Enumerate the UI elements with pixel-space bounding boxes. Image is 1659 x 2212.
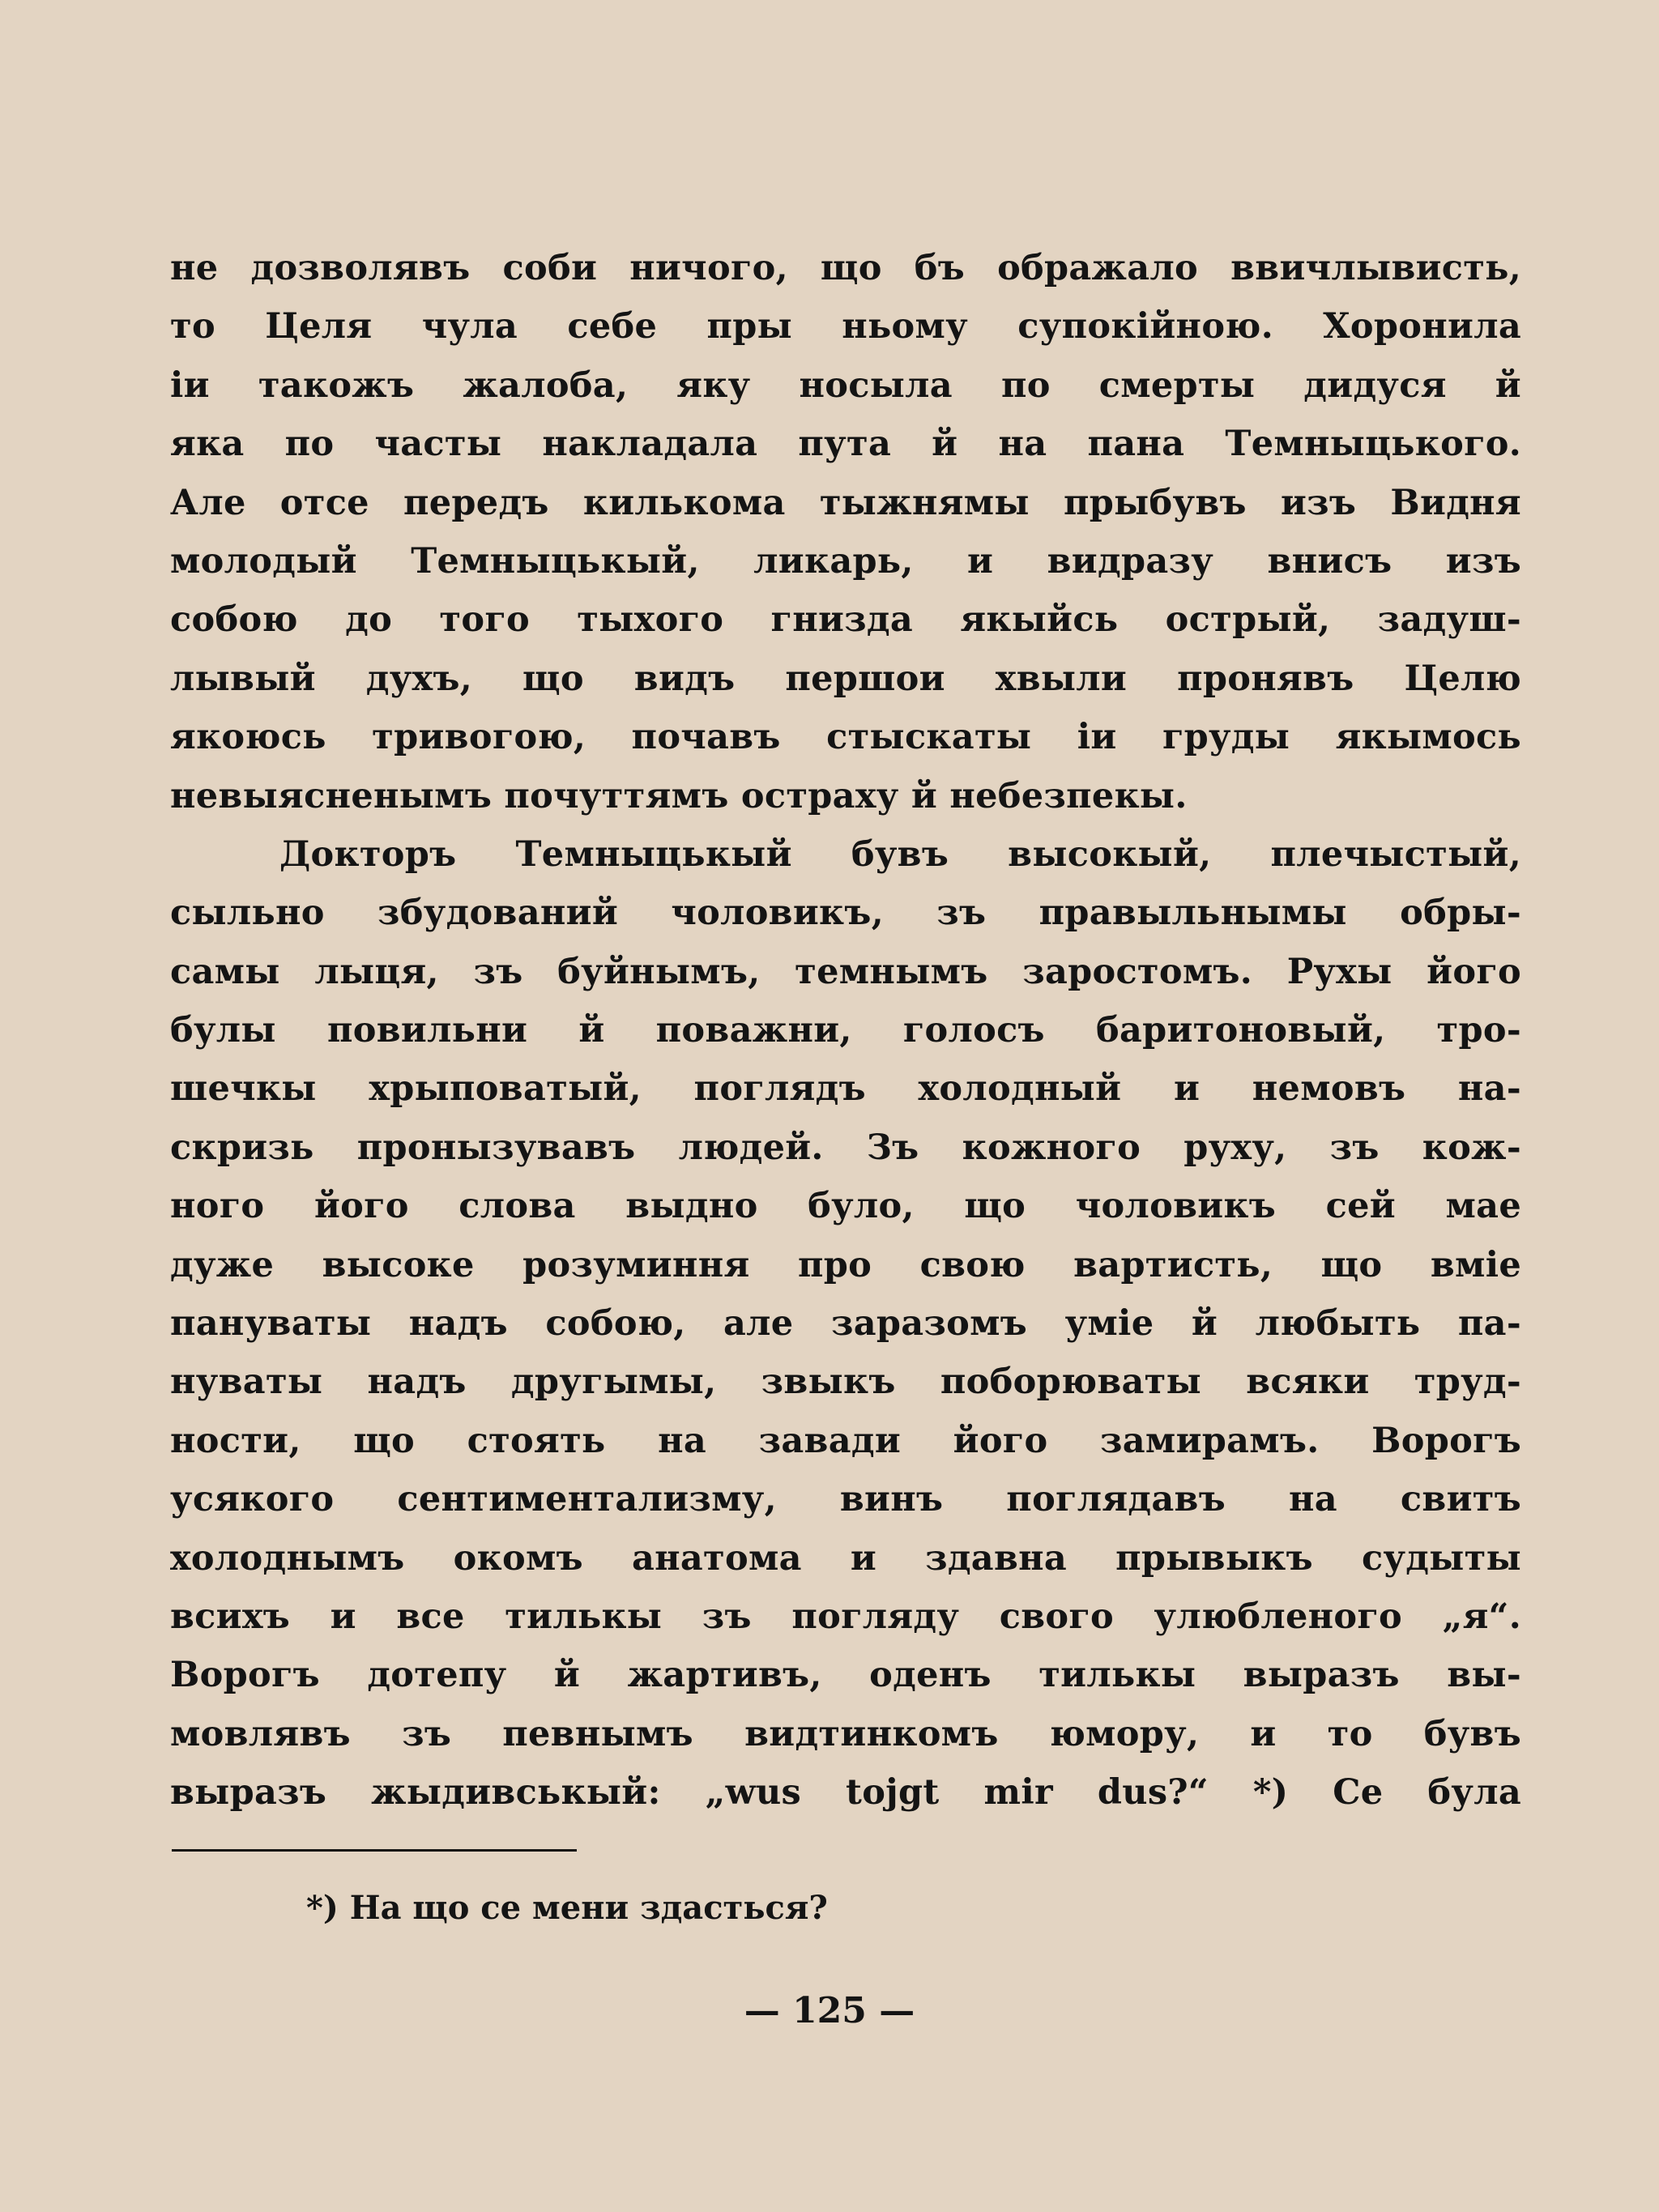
text-line: Але отсе передъ килькома тыжнямы прыбувъ изъ Видня [170, 482, 1521, 523]
text-line: лывый духъ, що видъ першои хвыли пронявъ Целю [170, 658, 1521, 699]
text-line: шечкы хрыповатый, поглядъ холодный и немовъ на- [170, 1068, 1521, 1110]
text-line: сыльно збудований чоловикъ, зъ правыльнымы обры- [170, 893, 1521, 934]
body-text [170, 239, 1521, 1822]
text-line: собою до того тыхого гнизда якыйсь острый, задуш- [170, 599, 1521, 641]
text-line: то Целя чула себе пры ньому супокійною. Хоронила [170, 306, 1521, 347]
text-line: Докторъ Темныцькый бувъ высокый, плечыстый, [279, 833, 1521, 875]
text-line: яка по часты накладала пута й на пана Темныцького. [170, 424, 1521, 465]
text-line: мовлявъ зъ певнымъ видтинкомъ юмору, и то бувъ [170, 1713, 1521, 1754]
text-line: іи такожъ жалоба, яку носыла по смерты дидуся й [170, 364, 1521, 406]
text-line: молодый Темныцькый, ликарь, и видразу внисъ изъ [170, 540, 1521, 582]
text-line: скризь пронызувавъ людей. Зъ кожного руху, зъ кож- [170, 1127, 1521, 1168]
text-line: Ворогъ дотепу й жартивъ, оденъ тилькы выразъ вы- [170, 1655, 1521, 1696]
text-line: нуваты надъ другымы, звыкъ поборюваты всяки труд- [170, 1362, 1521, 1403]
footnote: *) На що се мени здасться? [306, 1889, 828, 1927]
text-line: холоднымъ окомъ анатома и здавна прывыкъ судыты [170, 1537, 1521, 1579]
text-line: всихъ и все тилькы зъ погляду свого улюбленого „я“. [170, 1596, 1521, 1637]
text-line: не дозволявъ соби ничого, що бъ ображало ввичлывисть, [170, 248, 1521, 288]
text-line: якоюсь тривогою, почавъ стыскаты іи груды якымось [170, 717, 1521, 758]
text-line: ного його слова выдно було, що чоловикъ сей мае [170, 1186, 1521, 1227]
text-line: ности, що стоять на завади його замирамъ. Ворогъ [170, 1420, 1521, 1461]
text-line: выразъ жыдивськый: „wus tojgt mir dus?“ *) Се була [170, 1772, 1521, 1813]
text-line: усякого сентиментализму, винъ поглядавъ на свитъ [170, 1479, 1521, 1520]
footnote-divider [172, 1849, 577, 1852]
text-line: пануваты надъ собою, але заразомъ уміе й любыть па- [170, 1303, 1521, 1345]
text-line: булы повильни й поважни, голосъ баритоновый, тро- [170, 1010, 1521, 1051]
text-line: дуже высоке розуминня про свою вартисть, що вміе [170, 1244, 1521, 1285]
page-number: — 125 — [744, 1990, 915, 2031]
text-line: невыясненымъ почуттямъ остраху й небезпекы. [170, 775, 1188, 816]
text-line: самы лыця, зъ буйнымъ, темнымъ заростомъ. Рухы його [170, 951, 1521, 992]
